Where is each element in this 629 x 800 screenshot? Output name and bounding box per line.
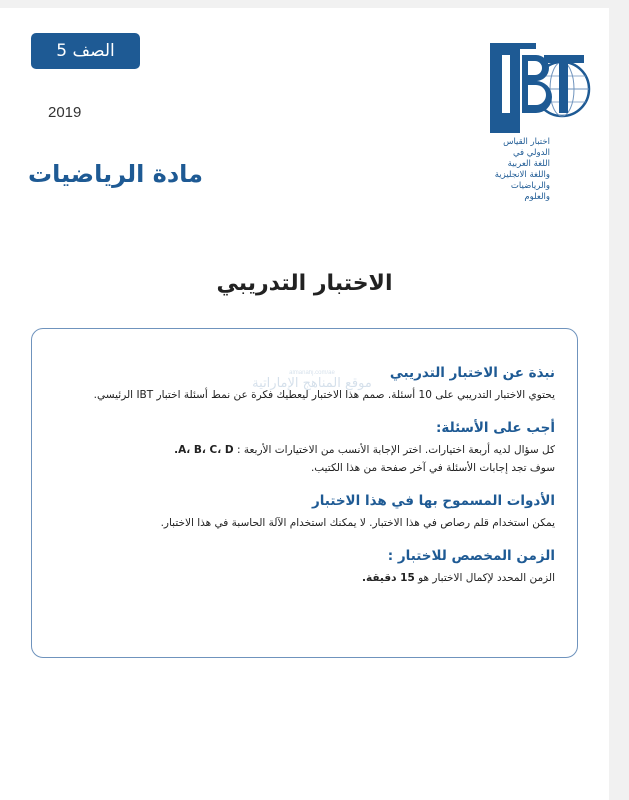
section-about: [48, 365, 555, 404]
section-answer-questions: [48, 420, 555, 477]
year: 2019: [48, 104, 82, 121]
logo-caption: [490, 137, 550, 203]
choice-options: A، B، C، D.: [174, 444, 234, 456]
time-value: 15 دقيقة.: [362, 572, 415, 584]
grade-label: الصف 5: [56, 41, 115, 61]
section-text: سوف تجد إجابات الأسئلة في آخر صفحة من هذا الكتيب.: [310, 462, 555, 474]
section-time-allowed: [48, 548, 555, 587]
subject-title: مادة الرياضيات: [28, 160, 204, 188]
logo-caption-line: واللغة الانجليزية: [494, 170, 550, 180]
time-text: الزمن المحدد لإكمال الاختبار هو: [418, 572, 555, 584]
ibt-logo: [488, 43, 592, 213]
logo-caption-line: الدولي في: [512, 148, 550, 158]
section-text: يحتوي الاختبار التدريبي على 10 أسئلة. صمم هذا الاختبار ليعطيك فكرة عن نمط أسئلة اختبار IBT الرئيسي.: [93, 389, 555, 401]
section-heading: الأدوات المسموح بها في هذا الاختبار: [311, 493, 555, 509]
section-heading: أجب على الأسئلة:: [435, 420, 555, 436]
logo-caption-line: والرياضيات: [510, 181, 550, 191]
watermark-text: موقع المناهج الإماراتية: [252, 376, 372, 391]
section-text: [48, 569, 555, 587]
grade-badge: [31, 33, 140, 69]
section-heading: نبذة عن الاختبار التدريبي: [389, 365, 555, 381]
logo-caption-line: والعلوم: [524, 192, 550, 202]
choices-instruction: كل سؤال لديه أربعة اختيارات. اختر الإجابة الأنسب من الاختيارات الأربعة :: [236, 444, 555, 456]
document-page: [0, 8, 609, 800]
section-allowed-tools: [48, 493, 555, 532]
section-text: [48, 441, 555, 459]
practice-test-title: الاختبار التدريبي: [216, 271, 393, 296]
logo-caption-line: اختبار القياس: [503, 137, 550, 147]
logo-caption-line: اللغة العربية: [507, 159, 550, 169]
watermark-url: almanahj.com/ae: [289, 370, 335, 376]
instructions-box: [31, 328, 578, 658]
section-text: يمكن استخدام قلم رصاص في هذا الاختبار. لا يمكنك استخدام الآلة الحاسبة في هذا الاختبار.: [160, 517, 555, 529]
section-heading: الزمن المخصص للاختبار :: [387, 548, 555, 564]
